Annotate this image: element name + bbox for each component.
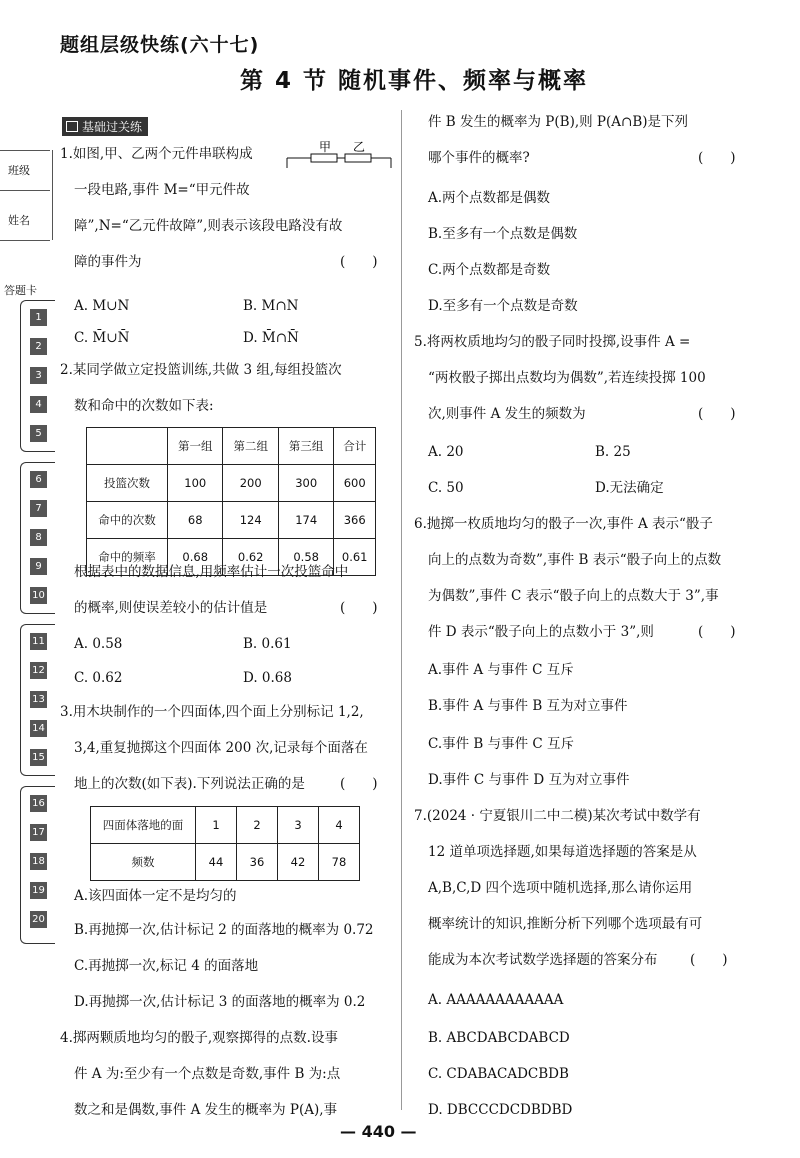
table-cell: 频数	[91, 844, 196, 881]
answer-box-number[interactable]: 7	[30, 500, 47, 517]
q7-option: C. CDABACADCBDB	[428, 1066, 569, 1082]
sidebar-line	[0, 150, 50, 151]
column-divider	[401, 110, 402, 1110]
answer-box-number[interactable]: 10	[30, 587, 47, 604]
table-cell: 0.61	[334, 539, 376, 576]
q3-option: C.再抛掷一次,标记 4 的面落地	[74, 958, 259, 974]
table-cell: 命中的频率	[87, 539, 168, 576]
q4-option: D.至多有一个点数是奇数	[428, 298, 578, 314]
answer-box-number[interactable]: 6	[30, 471, 47, 488]
answer-box-number[interactable]: 13	[30, 691, 47, 708]
table-cell: 200	[223, 465, 278, 502]
answer-box-number[interactable]: 19	[30, 882, 47, 899]
q2-option: D. 0.68	[243, 670, 292, 686]
answer-card-label: 答题卡	[4, 284, 37, 297]
answer-paren: ( )	[340, 600, 378, 616]
sidebar-line	[0, 240, 50, 241]
table-cell: 44	[196, 844, 237, 881]
circuit-diagram	[285, 140, 395, 170]
q5-line: “两枚骰子掷出点数均为偶数”,若连续投掷 100	[428, 370, 706, 386]
label-yi: 乙	[353, 140, 366, 154]
q1-line: 一段电路,事件 M=“甲元件故	[74, 182, 250, 198]
answer-paren: ( )	[340, 776, 378, 792]
q7-line: 12 道单项选择题,如果每道选择题的答案是从	[428, 844, 697, 860]
answer-box-number[interactable]: 1	[30, 309, 47, 326]
answer-box-number[interactable]: 8	[30, 529, 47, 546]
q6-option: C.事件 B 与事件 C 互斥	[428, 736, 575, 752]
q2-line: 2.某同学做立定投篮训练,共做 3 组,每组投篮次	[60, 362, 342, 378]
q5-option: A. 20	[428, 444, 464, 460]
badge-label: 基础过关练	[82, 120, 143, 134]
q7-option: D. DBCCCDCDBDBD	[428, 1102, 573, 1118]
table-cell: 2	[237, 807, 278, 844]
q3-line: 3,4,重复抛掷这个四面体 200 次,记录每个面落在	[74, 740, 368, 756]
table-cell: 第一组	[168, 428, 223, 465]
table-cell: 174	[278, 502, 333, 539]
component-yi	[345, 154, 371, 162]
answer-box-number[interactable]: 11	[30, 633, 47, 650]
table-cell: 1	[196, 807, 237, 844]
sidebar-line	[0, 190, 50, 191]
table-cell: 366	[334, 502, 376, 539]
q6-option: D.事件 C 与事件 D 互为对立事件	[428, 772, 630, 788]
table-cell: 100	[168, 465, 223, 502]
q7-line: A,B,C,D 四个选项中随机选择,那么请你运用	[428, 880, 693, 896]
table-cell	[87, 428, 168, 465]
sidebar-line	[52, 150, 53, 240]
q6-line: 向上的点数为奇数”,事件 B 表示“骰子向上的点数	[428, 552, 722, 568]
answer-box-number[interactable]: 17	[30, 824, 47, 841]
component-jia	[311, 154, 337, 162]
q7-line: 概率统计的知识,推断分析下列哪个选项最有可	[428, 916, 703, 932]
table-cell: 0.68	[168, 539, 223, 576]
table-cell: 投篮次数	[87, 465, 168, 502]
q2-option: B. 0.61	[243, 636, 292, 652]
q2-line: 的概率,则使误差较小的估计值是	[74, 600, 268, 616]
page-number: — 440 —	[340, 1122, 417, 1141]
table-row	[87, 502, 376, 539]
table-cell: 124	[223, 502, 278, 539]
answer-box-number[interactable]: 12	[30, 662, 47, 679]
q4-line: 件 A 为:至少有一个点数是奇数,事件 B 为:点	[74, 1066, 341, 1082]
q7-line: 能成为本次考试数学选择题的答案分布	[428, 952, 658, 968]
badge-icon	[66, 121, 78, 132]
q6-line: 6.抛掷一枚质地均匀的骰子一次,事件 A 表示“骰子	[414, 516, 713, 532]
table-cell: 3	[278, 807, 319, 844]
q7-option: B. ABCDABCDABCD	[428, 1030, 570, 1046]
answer-box-number[interactable]: 15	[30, 749, 47, 766]
q3-line: 地上的次数(如下表).下列说法正确的是	[74, 776, 305, 792]
q5-line: 5.将两枚质地均匀的骰子同时投掷,设事件 A =	[414, 334, 691, 350]
table-row	[91, 844, 360, 881]
q4-line: 件 B 发生的概率为 P(B),则 P(A∩B)是下列	[428, 114, 689, 130]
q2-line: 数和命中的次数如下表:	[74, 398, 214, 414]
table-cell: 4	[319, 807, 360, 844]
q4-option: C.两个点数都是奇数	[428, 262, 551, 278]
q4-line: 4.掷两颗质地均匀的骰子,观察掷得的点数.设事	[60, 1030, 338, 1046]
q1-line: 障”,N=“乙元件故障”,则表示该段电路没有故	[74, 218, 343, 234]
answer-paren: ( )	[698, 406, 736, 422]
q2-option: C. 0.62	[74, 670, 123, 686]
answer-paren: ( )	[690, 952, 728, 968]
q7-line: 7.(2024 · 宁夏银川二中二模)某次考试中数学有	[414, 808, 701, 824]
q1-line: 1.如图,甲、乙两个元件串联构成	[60, 146, 253, 162]
section-title: 第 4 节 随机事件、频率与概率	[240, 68, 589, 94]
q6-line: 件 D 表示“骰子向上的点数小于 3”,则	[428, 624, 654, 640]
q5-option: C. 50	[428, 480, 464, 496]
table-cell: 0.62	[223, 539, 278, 576]
q4-option: A.两个点数都是偶数	[428, 190, 551, 206]
section-badge	[62, 117, 148, 136]
q3-option: D.再抛掷一次,估计标记 3 的面落地的概率为 0.2	[74, 994, 366, 1010]
q7-option: A. AAAAAAAAAAAA	[428, 992, 564, 1008]
q2-line: 根据表中的数据信息,用频率估计一次投篮命中	[74, 564, 349, 580]
page-number-value: 440	[361, 1122, 395, 1141]
table-cell: 68	[168, 502, 223, 539]
q6-option: B.事件 A 与事件 B 互为对立事件	[428, 698, 628, 714]
answer-box-number[interactable]: 20	[30, 911, 47, 928]
table-cell: 第三组	[278, 428, 333, 465]
answer-box-number[interactable]: 14	[30, 720, 47, 737]
q1-option: D. M̄∩N̄	[243, 330, 299, 346]
table-cell: 300	[278, 465, 333, 502]
table-cell: 第二组	[223, 428, 278, 465]
q1-option: A. M∪N	[74, 298, 130, 314]
answer-paren: ( )	[698, 624, 736, 640]
q1-option: B. M∩N	[243, 298, 299, 314]
answer-paren: ( )	[340, 254, 378, 270]
answer-paren: ( )	[698, 150, 736, 166]
table-row	[87, 465, 376, 502]
q6-line: 为偶数”,事件 C 表示“骰子向上的点数大于 3”,事	[428, 588, 719, 604]
q3-line: 3.用木块制作的一个四面体,四个面上分别标记 1,2,	[60, 704, 364, 720]
q5-line: 次,则事件 A 发生的频数为	[428, 406, 586, 422]
q3-table	[90, 806, 360, 881]
table-cell: 600	[334, 465, 376, 502]
q5-option: B. 25	[595, 444, 631, 460]
table-cell: 四面体落地的面	[91, 807, 196, 844]
series-title: 题组层级快练(六十七)	[60, 34, 260, 56]
table-cell: 36	[237, 844, 278, 881]
table-cell: 42	[278, 844, 319, 881]
answer-box-number[interactable]: 18	[30, 853, 47, 870]
q6-option: A.事件 A 与事件 C 互斥	[428, 662, 574, 678]
q2-option: A. 0.58	[74, 636, 123, 652]
label-jia: 甲	[319, 140, 332, 154]
table-header-row	[87, 428, 376, 465]
answer-box-number[interactable]: 5	[30, 425, 47, 442]
q3-option: B.再抛掷一次,估计标记 2 的面落地的概率为 0.72	[74, 922, 374, 938]
q3-option: A.该四面体一定不是均匀的	[74, 888, 237, 904]
q4-option: B.至多有一个点数是偶数	[428, 226, 578, 242]
answer-box-number[interactable]: 9	[30, 558, 47, 575]
table-cell: 命中的次数	[87, 502, 168, 539]
table-cell: 78	[319, 844, 360, 881]
table-header-row	[91, 807, 360, 844]
class-label: 班级	[8, 164, 30, 177]
name-label: 姓名	[8, 214, 30, 227]
q4-line: 哪个事件的概率?	[428, 150, 530, 166]
table-cell: 合计	[334, 428, 376, 465]
answer-box-number[interactable]: 4	[30, 396, 47, 413]
q4-line: 数之和是偶数,事件 A 发生的概率为 P(A),事	[74, 1102, 338, 1118]
answer-box-number[interactable]: 3	[30, 367, 47, 384]
table-cell: 0.58	[278, 539, 333, 576]
q1-line: 障的事件为	[74, 254, 142, 270]
q1-option: C. M̄∪N̄	[74, 330, 130, 346]
q5-option: D.无法确定	[595, 480, 664, 496]
answer-box-number[interactable]: 2	[30, 338, 47, 355]
answer-box-number[interactable]: 16	[30, 795, 47, 812]
